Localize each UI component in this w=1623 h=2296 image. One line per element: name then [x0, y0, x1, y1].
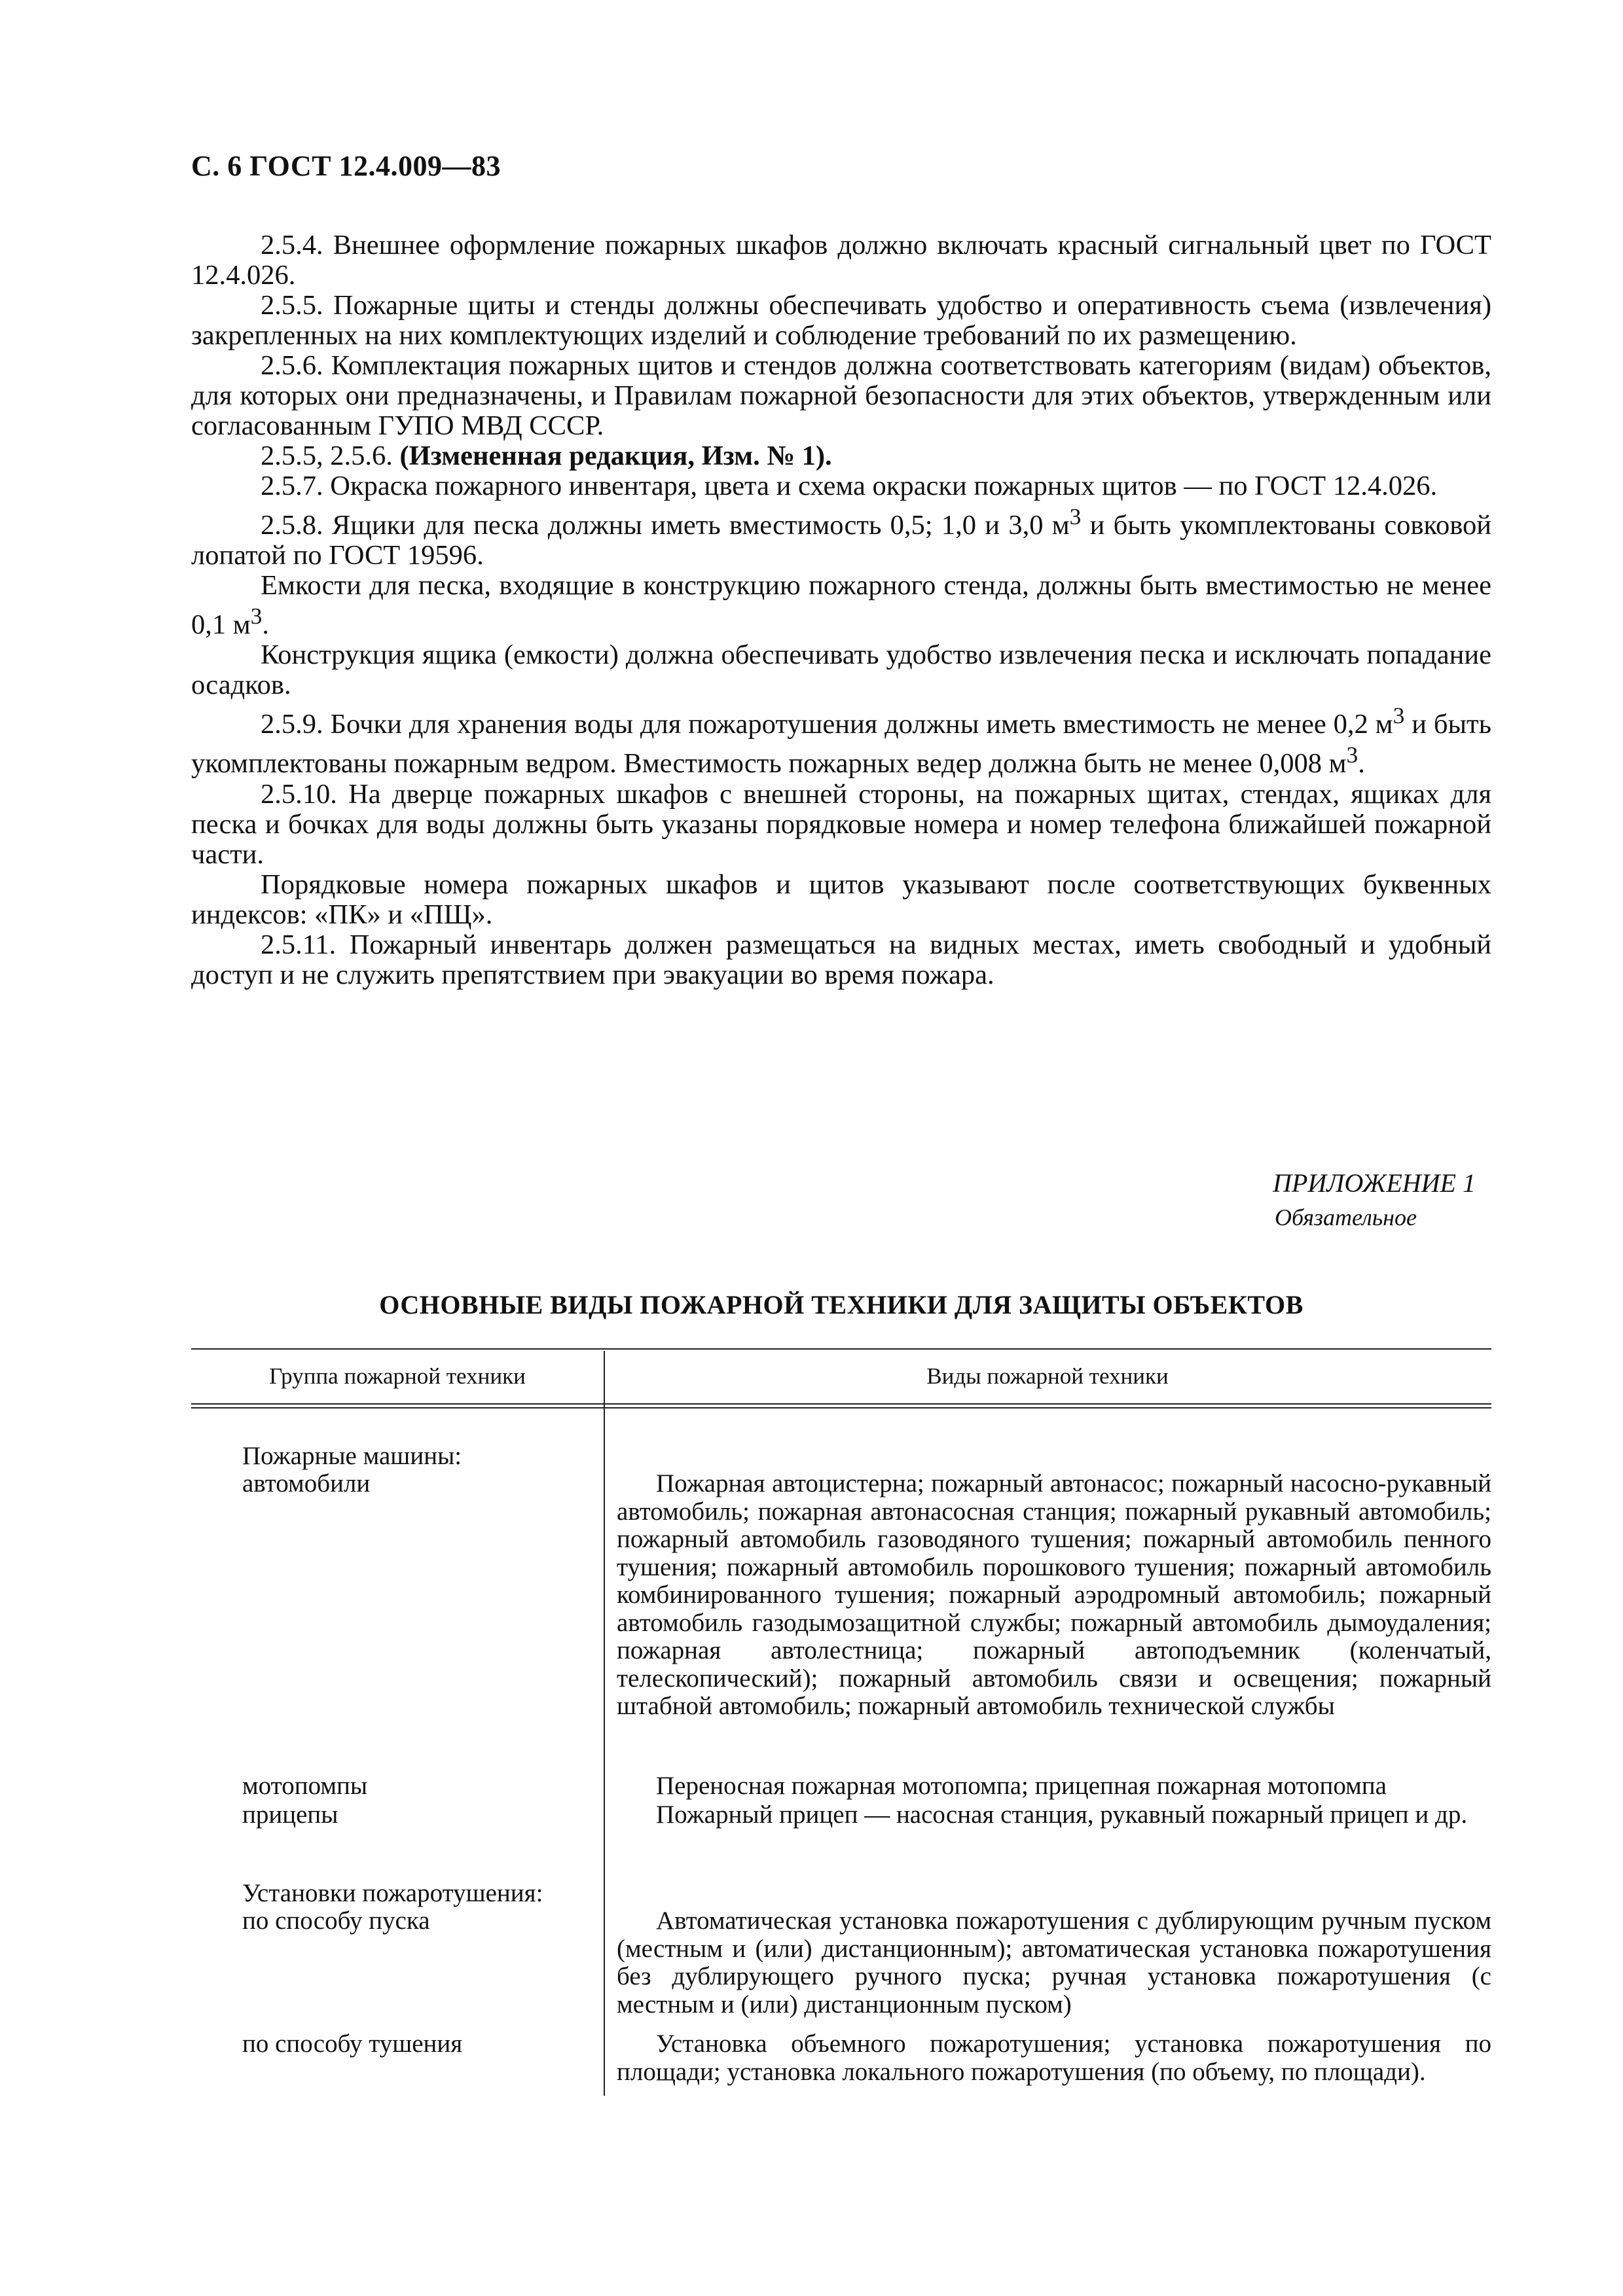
- table-title: ОСНОВНЫЕ ВИДЫ ПОЖАРНОЙ ТЕХНИКИ ДЛЯ ЗАЩИТЫ ОБЪЕКТОВ: [379, 1290, 1304, 1319]
- paragraph: 2.5.10. На дверце пожарных шкафов с внешней стороны, на пожарных щитах, стендах, ящиках для песка и бочках для воды должны быть указаны порядковые номера и номер телефона ближайшей пожарной части.: [191, 778, 1491, 870]
- paragraph: 2.5.5. Пожарные щиты и стенды должны обеспечивать удобство и оперативность съема (извлечения) закрепленных на них комплектующих изделий и соблюдение требований по их размещению.: [191, 290, 1491, 351]
- equipment-table: [191, 1348, 1491, 2086]
- text-span: и быть укомплектованы пожарным ведром. Вместимость пожарных ведер должна быть не менее 0,008 м: [191, 709, 1491, 780]
- table-header-row: [191, 1350, 1491, 1403]
- text-span: и быть укомплектованы совковой лопатой по ГОСТ 19596.: [191, 510, 1492, 571]
- text-span: .: [1358, 748, 1365, 780]
- appendix-subtitle: Обязательное: [1275, 1204, 1417, 1230]
- column-header: Виды пожарной техники: [926, 1363, 1169, 1389]
- superscript: 3: [1069, 503, 1082, 529]
- row-value: Пожарная автоцистерна; пожарный автонасос; пожарный насосно-рукавный автомобиль; пожарная автонасосная станция; пожарный рукавный автомобиль; пожарный автомобиль газоводяного тушения; пожарный автомобиль пенного тушения; пожарный автомобиль порошкового тушения; пожарный автомобиль комбинированного тушения; пожарный аэродромный автомобиль; пожарный автомобиль газодымозащитной службы; пожарный автомобиль дымоудаления; пожарная автолестница; пожарный автоподъемник (коленчатый, телескопический); пожарный автомобиль связи и освещения; пожарный штабной автомобиль; пожарный автомобиль технической службы: [617, 1469, 1491, 1720]
- amendment-note: (Измененная редакция, Изм. № 1).: [399, 440, 832, 471]
- text-span: 2.5.8. Ящики для песка должны иметь вместимость 0,5; 1,0 и 3,0 м: [261, 510, 1070, 541]
- row-value: Автоматическая установка пожаротушения с дублирующим ручным пуском (местным и (или) дистанционным); автоматическая установка пожаротушения без дублирующего ручного пуска; ручная установка пожаротушения (с местным и (или) дистанционным пуском): [617, 1907, 1491, 2018]
- paragraph: [191, 501, 1491, 571]
- superscript: 3: [250, 603, 263, 630]
- body-text: [191, 230, 1491, 990]
- column-header: Группа пожарной техники: [269, 1363, 526, 1389]
- column-divider: [604, 1351, 605, 2096]
- row-value: Переносная пожарная мотопомпа; прицепная пожарная мотопомпа: [656, 1772, 1387, 1800]
- paragraph: Порядковые номера пожарных шкафов и щитов указывают после соответствующих буквенных индексов: «ПК» и «ПЩ».: [191, 869, 1491, 930]
- text-span: .: [262, 609, 269, 641]
- text-span: 2.5.5, 2.5.6.: [261, 440, 400, 471]
- row-value: Установка объемного пожаротушения; установка пожаротушения по площади; установка локального пожаротушения (по объему, по площади).: [617, 2030, 1491, 2086]
- row-label: прицепы: [242, 1801, 338, 1829]
- paragraph: 2.5.4. Внешнее оформление пожарных шкафов должно включать красный сигнальный цвет по ГОСТ 12.4.026.: [191, 230, 1491, 291]
- superscript: 3: [1393, 702, 1405, 729]
- paragraph: Конструкция ящика (емкости) должна обеспечивать удобство извлечения песка и исключать попадание осадков.: [191, 639, 1491, 701]
- paragraph: [191, 571, 1491, 640]
- page-header: С. 6 ГОСТ 12.4.009—83: [191, 150, 501, 182]
- row-group-label: Пожарные машины:: [242, 1442, 462, 1470]
- paragraph: 2.5.6. Комплектация пожарных щитов и стендов должна соответствовать категориям (видам) объектов, для которых они предназначены, и Правилам пожарной безопасности для этих объектов, утвержденным или согласованным ГУПО МВД СССР.: [191, 350, 1491, 441]
- superscript: 3: [1346, 742, 1359, 768]
- row-label: по способу пуска: [242, 1907, 430, 1935]
- row-label: по способу тушения: [242, 2030, 463, 2058]
- row-label: автомобили: [242, 1469, 371, 1498]
- row-label: мотопомпы: [242, 1772, 368, 1800]
- text-span: Емкости для песка, входящие в конструкцию пожарного стенда, должны быть вместимостью не менее 0,1 м: [191, 570, 1491, 641]
- paragraph: [191, 700, 1491, 779]
- appendix-title: ПРИЛОЖЕНИЕ 1: [1273, 1168, 1476, 1198]
- row-value: Пожарный прицеп — насосная станция, рукавный пожарный прицеп и др.: [656, 1801, 1468, 1829]
- row-group-label: Установки пожаротушения:: [242, 1879, 543, 1907]
- paragraph: [191, 441, 1491, 471]
- paragraph: 2.5.7. Окраска пожарного инвентаря, цвета и схема окраски пожарных щитов — по ГОСТ 12.4.026.: [261, 471, 1438, 501]
- appendix-label: [1273, 1166, 1476, 1234]
- paragraph: 2.5.11. Пожарный инвентарь должен размещаться на видных местах, иметь свободный и удобный доступ и не служить препятствием при эвакуации во время пожара.: [191, 929, 1491, 990]
- table-header-rule: [191, 1403, 1491, 1408]
- text-span: 2.5.9. Бочки для хранения воды для пожаротушения должны иметь вместимость не менее 0,2 м: [261, 709, 1393, 740]
